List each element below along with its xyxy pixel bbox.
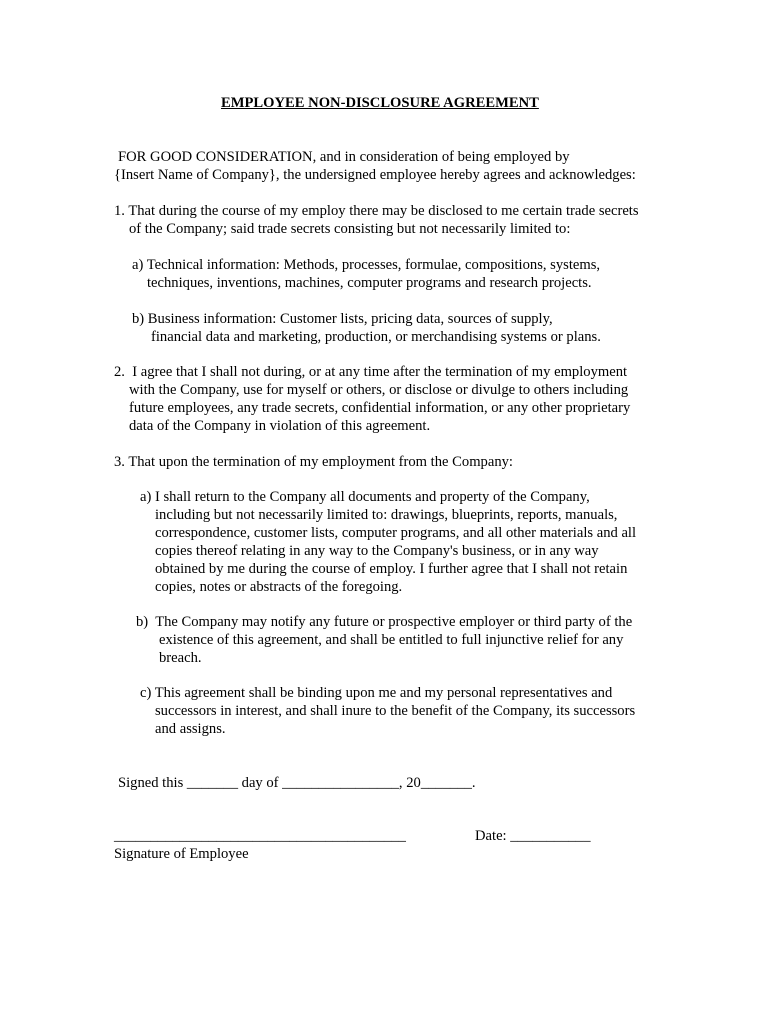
document-title: EMPLOYEE NON-DISCLOSURE AGREEMENT — [221, 95, 539, 111]
clause-2-line-4: data of the Company in violation of this agreement. — [129, 418, 431, 434]
signature-label: Signature of Employee — [114, 846, 249, 862]
clause-3a-line-1: a) I shall return to the Company all documents and property of the Company, — [140, 489, 590, 505]
clause-3a-line-6: copies, notes or abstracts of the foregoing. — [155, 579, 403, 595]
clause-1a-line-1: a) Technical information: Methods, processes, formulae, compositions, systems, — [132, 257, 601, 273]
clause-2-line-1: 2. I agree that I shall not during, or at any time after the termination of my employment — [114, 364, 628, 380]
clause-3a-line-3: correspondence, customer lists, computer programs, and all other materials and all — [155, 525, 637, 541]
clause-3c-line-3: and assigns. — [155, 721, 226, 737]
clause-3b-line-2: existence of this agreement, and shall be entitled to full injunctive relief for any — [159, 632, 624, 648]
signed-date-line: Signed this _______ day of ________________, 20_______. — [118, 775, 476, 791]
date-line: Date: ___________ — [475, 828, 591, 844]
intro-line-1: FOR GOOD CONSIDERATION, and in consideration of being employed by — [118, 149, 570, 165]
clause-1-line-2: of the Company; said trade secrets consisting but not necessarily limited to: — [129, 221, 571, 237]
clause-3b-line-3: breach. — [159, 650, 202, 666]
clause-2-line-2: with the Company, use for myself or others, or disclose or divulge to others including — [129, 382, 629, 398]
clause-1b-line-1: b) Business information: Customer lists, pricing data, sources of supply, — [132, 311, 553, 327]
clause-3a-line-4: copies thereof relating in any way to the Company's business, or in any way — [155, 543, 599, 559]
clause-2-line-3: future employees, any trade secrets, confidential information, or any other proprietary — [129, 400, 631, 416]
clause-1-line-1: 1. That during the course of my employ there may be disclosed to me certain trade secrets — [114, 203, 639, 219]
clause-3c-line-2: successors in interest, and shall inure to the benefit of the Company, its successors — [155, 703, 636, 719]
clause-1a-line-2: techniques, inventions, machines, computer programs and research projects. — [147, 275, 592, 291]
clause-3c-line-1: c) This agreement shall be binding upon me and my personal representatives and — [140, 685, 613, 701]
clause-3a-line-5: obtained by me during the course of employ. I further agree that I shall not retain — [155, 561, 628, 577]
clause-3a-line-2: including but not necessarily limited to: drawings, blueprints, reports, manuals, — [155, 507, 618, 523]
clause-3b-line-1: b) The Company may notify any future or prospective employer or third party of the — [136, 614, 633, 630]
intro-line-2: {Insert Name of Company}, the undersigned employee hereby agrees and acknowledges: — [114, 167, 636, 183]
signature-line: ________________________________________ — [114, 828, 406, 844]
clause-1b-line-2: financial data and marketing, production, or merchandising systems or plans. — [151, 329, 601, 345]
clause-3-line-1: 3. That upon the termination of my employment from the Company: — [114, 454, 513, 470]
